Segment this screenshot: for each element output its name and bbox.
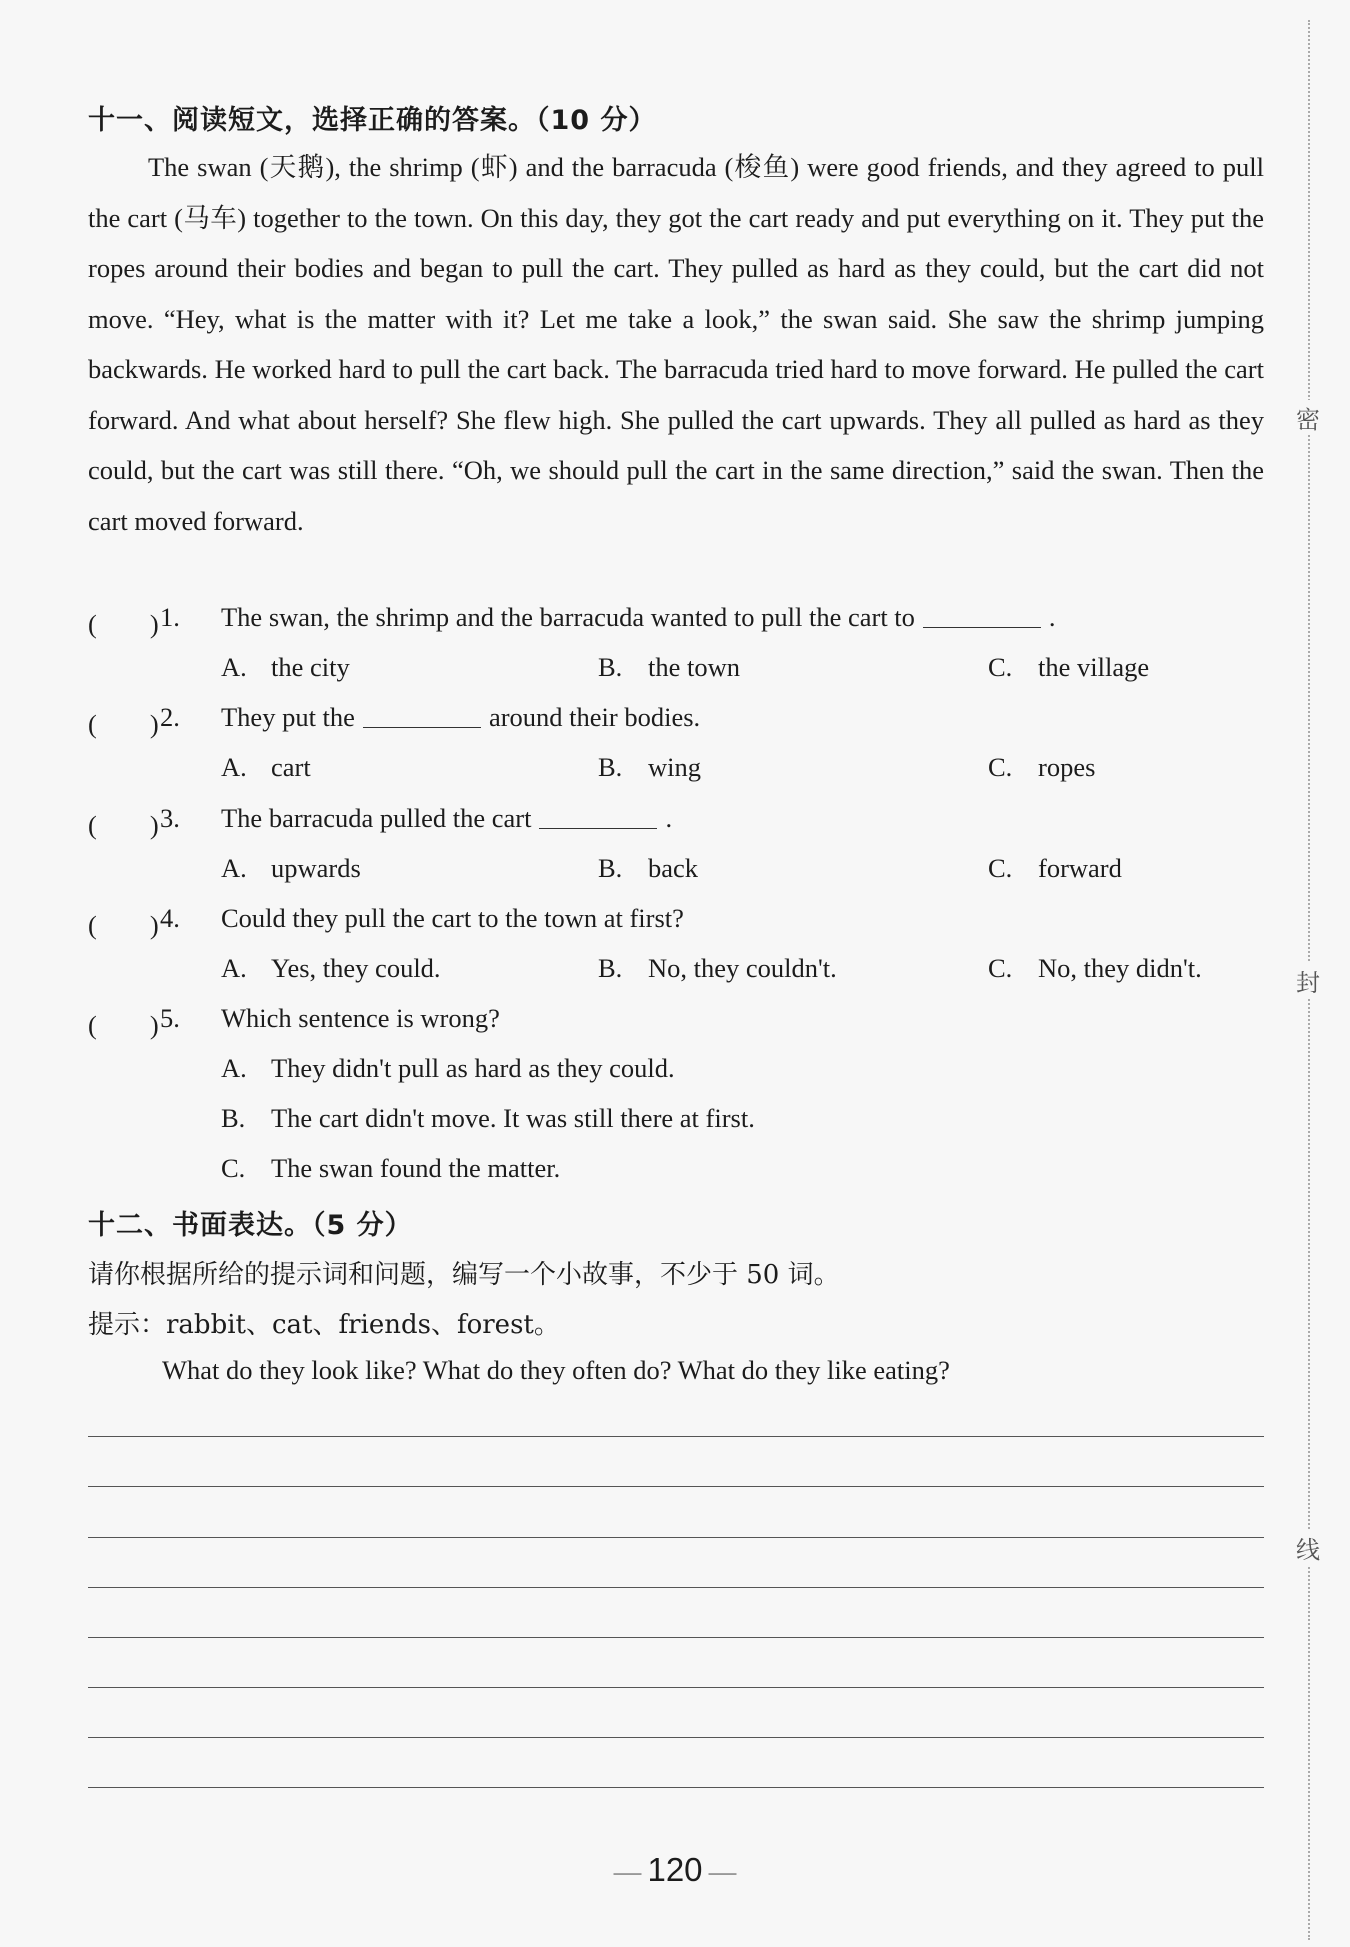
answer-paren[interactable]: ( ): [88, 1010, 159, 1040]
option-c: C. ropes: [988, 752, 1096, 782]
answer-blank[interactable]: [363, 703, 481, 728]
question-text: Which sentence is wrong?: [221, 1003, 500, 1033]
margin-label-line: 线: [1293, 1530, 1323, 1565]
writing-line[interactable]: [88, 1486, 1264, 1487]
writing-line[interactable]: [88, 1637, 1264, 1638]
question-text: Could they pull the cart to the town at first?: [221, 903, 684, 933]
writing-line[interactable]: [88, 1737, 1264, 1738]
answer-paren[interactable]: ( ): [88, 810, 159, 840]
answer-paren[interactable]: ( ): [88, 709, 159, 739]
option-c: C. the village: [988, 652, 1150, 682]
option-a: A. Yes, they could.: [221, 953, 441, 983]
option-c: C. No, they didn't.: [988, 953, 1202, 983]
answer-paren[interactable]: ( ): [88, 609, 159, 639]
question-number: 5.: [160, 1003, 180, 1033]
option-b: B. wing: [598, 752, 701, 782]
writing-line[interactable]: [88, 1587, 1264, 1588]
section-11-heading: 十一、阅读短文，选择正确的答案。（10 分）: [88, 105, 657, 136]
writing-line[interactable]: [88, 1537, 1264, 1538]
option-b: B. the town: [598, 652, 740, 682]
margin-label-seal: 密: [1293, 400, 1323, 435]
question-text: The swan, the shrimp and the barracuda wanted to pull the cart to .: [221, 602, 1056, 632]
question-text: They put the around their bodies.: [221, 702, 701, 732]
question-number: 2.: [160, 702, 180, 732]
option-a: A. They didn't pull as hard as they could.: [221, 1053, 675, 1083]
option-a: A. upwards: [221, 853, 361, 883]
option-c: C. The swan found the matter.: [221, 1153, 561, 1183]
writing-hint: 提示：rabbit、cat、friends、forest。: [88, 1310, 560, 1340]
question-number: 1.: [160, 602, 180, 632]
question-number: 3.: [160, 803, 180, 833]
reading-passage: The swan (天鹅), the shrimp (虾) and the barracuda (梭鱼) were good friends, and they agreed to pull the cart (马车) together to the town. On this day, they got the cart ready and put everything on it. They put the ropes around their bodies and began to pull the cart. They pulled as hard as they could, but the cart did not move. “Hey, what is the matter with it? Let me take a look,” the swan said. She saw the shrimp jumping backwards. He worked hard to pull the cart back. The barracuda tried hard to move forward. He pulled the cart forward. And what about herself? She flew high. She pulled the cart upwards. They all pulled as hard as they could, but the cart was still there. “Oh, we should pull the cart in the same direction,” said the swan. Then the cart moved forward.: [88, 152, 1264, 536]
writing-line[interactable]: [88, 1436, 1264, 1437]
option-b: B. back: [598, 853, 699, 883]
option-a: A. cart: [221, 752, 311, 782]
question-number: 4.: [160, 903, 180, 933]
option-b: B. No, they couldn't.: [598, 953, 837, 983]
section-12-heading: 十二、书面表达。（5 分）: [88, 1210, 413, 1241]
option-b: B. The cart didn't move. It was still there at first.: [221, 1103, 755, 1133]
page-number: — 120 —: [613, 1851, 737, 1888]
question-text: The barracuda pulled the cart .: [221, 803, 673, 833]
writing-prompt: What do they look like? What do they often do? What do they like eating?: [162, 1355, 950, 1385]
writing-line[interactable]: [88, 1687, 1264, 1688]
option-c: C. forward: [988, 853, 1122, 883]
answer-blank[interactable]: [539, 804, 657, 829]
option-a: A. the city: [221, 652, 350, 682]
margin-label-envelope: 封: [1293, 963, 1323, 998]
writing-instruction: 请你根据所给的提示词和问题，编写一个小故事，不少于 50 词。: [88, 1260, 840, 1290]
answer-paren[interactable]: ( ): [88, 910, 159, 940]
answer-blank[interactable]: [923, 603, 1041, 628]
writing-line[interactable]: [88, 1787, 1264, 1788]
